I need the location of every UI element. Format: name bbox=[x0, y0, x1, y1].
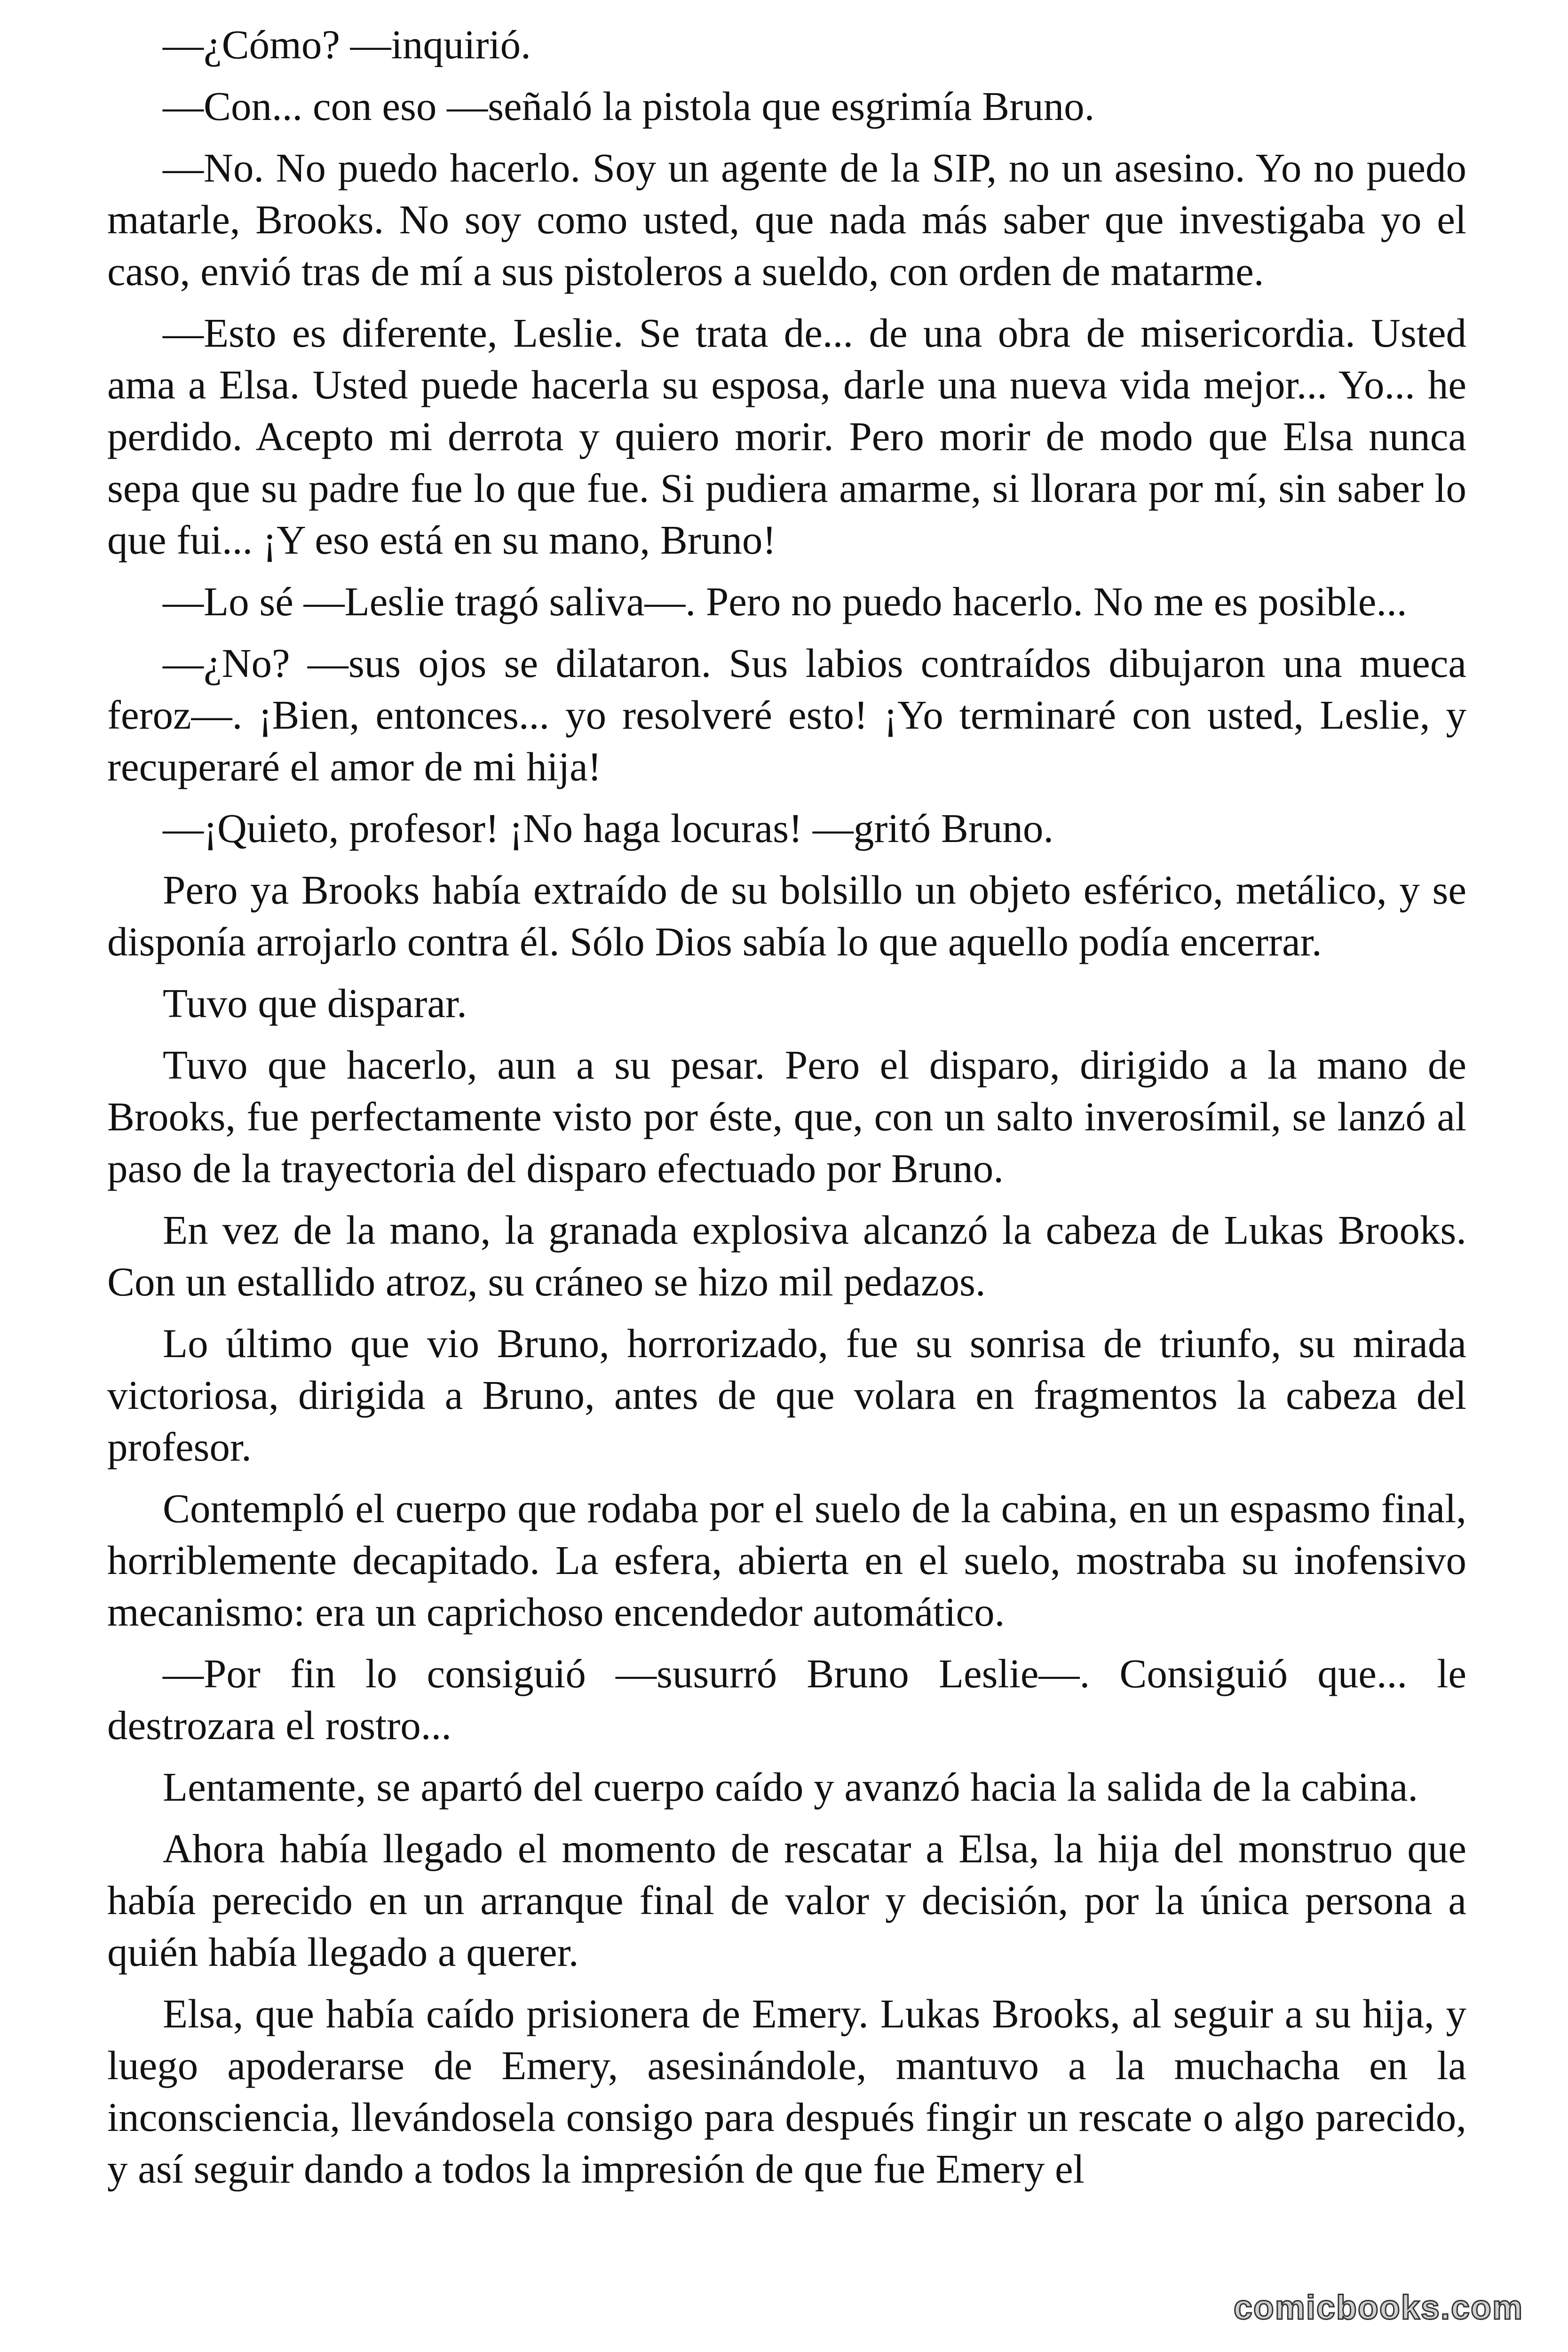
paragraph: —¿Cómo? —inquirió. bbox=[163, 22, 531, 67]
paragraph: —¿No? —sus ojos se dilataron. Sus labios contraídos dibujaron una mueca feroz—. ¡Bien, entonces... yo resolveré esto! ¡Yo terminaré con usted, Leslie, y recuperaré el amor de mi hija! bbox=[107, 640, 1466, 789]
paragraph: —Esto es diferente, Leslie. Se trata de... de una obra de misericordia. Usted ama a Elsa. Usted puede hacerla su esposa, darle una nueva vida mejor... Yo... he perdido. Acepto mi derrota y quiero morir. Pero morir de modo que Elsa nunca sepa que su padre fue lo que fue. Si pudiera amarme, si llorara por mí, sin saber lo que fui... ¡Y eso está en su mano, Bruno! bbox=[107, 310, 1466, 563]
paragraph: Pero ya Brooks había extraído de su bolsillo un objeto esférico, metálico, y se disponía arrojarlo contra él. Sólo Dios sabía lo que aquello podía encerrar. bbox=[107, 867, 1466, 964]
paragraph: Lo último que vio Bruno, horrorizado, fue su sonrisa de triunfo, su mirada victoriosa, dirigida a Bruno, antes de que volara en fragmentos la cabeza del profesor. bbox=[107, 1320, 1466, 1470]
paragraph: Elsa, que había caído prisionera de Emery. Lukas Brooks, al seguir a su hija, y luego apoderarse de Emery, asesinándole, mantuvo a la muchacha en la inconsciencia, llevándosela consigo para después fingir un rescate o algo parecido, y así seguir dando a todos la impresión de que fue Emery el bbox=[107, 1991, 1466, 2192]
paragraph: —No. No puedo hacerlo. Soy un agente de la SIP, no un asesino. Yo no puedo matarle, Brooks. No soy como usted, que nada más saber que investigaba yo el caso, envió tras de mí a sus pistoleros a sueldo, con orden de matarme. bbox=[107, 145, 1466, 294]
paragraph: Tuvo que hacerlo, aun a su pesar. Pero el disparo, dirigido a la mano de Brooks, fue perfectamente visto por éste, que, con un salto inverosímil, se lanzó al paso de la trayectoria del disparo efectuado por Bruno. bbox=[107, 1042, 1466, 1191]
paragraph: —Por fin lo consiguió —susurró Bruno Leslie—. Consiguió que... le destrozara el rostro... bbox=[107, 1651, 1466, 1748]
paragraph: —Con... con eso —señaló la pistola que esgrimía Bruno. bbox=[163, 83, 1095, 129]
watermark-logo: comicbooks.com bbox=[1233, 2289, 1523, 2327]
paragraph: En vez de la mano, la granada explosiva alcanzó la cabeza de Lukas Brooks. Con un estallido atroz, su cráneo se hizo mil pedazos. bbox=[107, 1207, 1466, 1304]
paragraph: —Lo sé —Leslie tragó saliva—. Pero no puedo hacerlo. No me es posible... bbox=[163, 579, 1407, 624]
paragraph: Lentamente, se apartó del cuerpo caído y avanzó hacia la salida de la cabina. bbox=[163, 1764, 1418, 1810]
paragraph: Contempló el cuerpo que rodaba por el suelo de la cabina, en un espasmo final, horriblemente decapitado. La esfera, abierta en el suelo, mostraba su inofensivo mecanismo: era un caprichoso encendedor automático. bbox=[107, 1486, 1466, 1635]
paragraph: Ahora había llegado el momento de rescatar a Elsa, la hija del monstruo que había perecido en un arranque final de valor y decisión, por la única persona a quién había llegado a querer. bbox=[107, 1826, 1466, 1975]
document-body bbox=[107, 19, 1466, 2205]
paragraph: Tuvo que disparar. bbox=[163, 980, 467, 1026]
paragraph: —¡Quieto, profesor! ¡No haga locuras! —gritó Bruno. bbox=[163, 805, 1054, 851]
